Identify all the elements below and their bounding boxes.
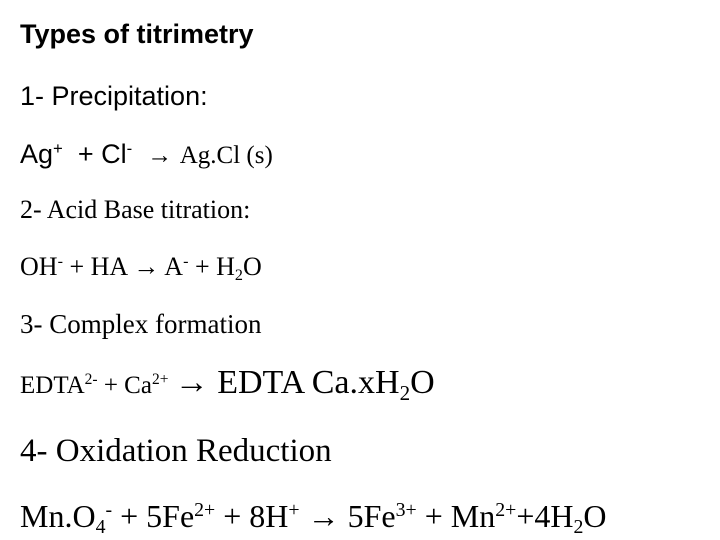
equation-acid-base — [20, 252, 262, 285]
page-title — [20, 21, 254, 48]
section-heading-precipitation — [20, 83, 208, 110]
heading-text: 4- Oxidation Reduction — [20, 433, 332, 469]
charge-mno4: - — [105, 499, 113, 522]
product-agcl: Ag.Cl (s) — [179, 142, 273, 169]
charge-fe2: 2+ — [194, 499, 216, 522]
charge-oh: - — [57, 253, 63, 271]
section-heading-redox — [20, 435, 332, 468]
product-water: + H — [194, 252, 235, 281]
subscript-water: 2 — [573, 516, 584, 539]
reactant-mno4: Mn.O — [20, 498, 96, 534]
equation-complex — [20, 364, 435, 405]
reactant-edta: EDTA — [20, 372, 85, 399]
product-water: +4H — [516, 498, 574, 534]
equation-precipitation — [20, 138, 273, 169]
charge-mn: 2+ — [495, 499, 517, 522]
product-mn: + Mn — [424, 498, 496, 534]
heading-text: 1- Precipitation: — [20, 81, 208, 111]
product-water-o: O — [242, 252, 262, 281]
ion-oh: OH — [20, 252, 58, 281]
charge-h: + — [288, 499, 300, 522]
heading-text: 2- Acid Base titration: — [20, 195, 251, 224]
equation-middle: + HA → A — [69, 252, 184, 281]
charge-a: - — [183, 253, 189, 271]
section-heading-complex — [20, 311, 261, 338]
ion-ag: Ag — [20, 139, 54, 169]
heading-text: 3- Complex formation — [20, 309, 262, 339]
product-water-o: O — [583, 498, 607, 534]
charge-fe3: 3+ — [395, 499, 417, 522]
title-text: Types of titrimetry — [20, 19, 254, 49]
product-fe3: → 5Fe — [307, 498, 396, 534]
product-o: O — [410, 364, 435, 401]
reactant-fe: + 5Fe — [120, 498, 195, 534]
subscript-water: 2 — [234, 267, 243, 285]
subscript-mno4: 4 — [95, 516, 106, 539]
charge-cl: - — [126, 138, 133, 158]
charge-edta: 2- — [84, 371, 98, 389]
charge-ag: + — [53, 138, 63, 158]
reactant-h: + 8H — [223, 498, 289, 534]
section-heading-acid-base — [20, 197, 250, 223]
ion-cl: + Cl — [77, 139, 127, 169]
reaction-arrow: → — [147, 142, 173, 169]
equation-redox — [20, 498, 607, 539]
subscript-product: 2 — [399, 380, 411, 405]
ion-ca: + Ca — [103, 372, 152, 399]
charge-ca: 2+ — [151, 371, 169, 389]
product-edta-ca: → EDTA Ca.xH — [174, 364, 400, 401]
